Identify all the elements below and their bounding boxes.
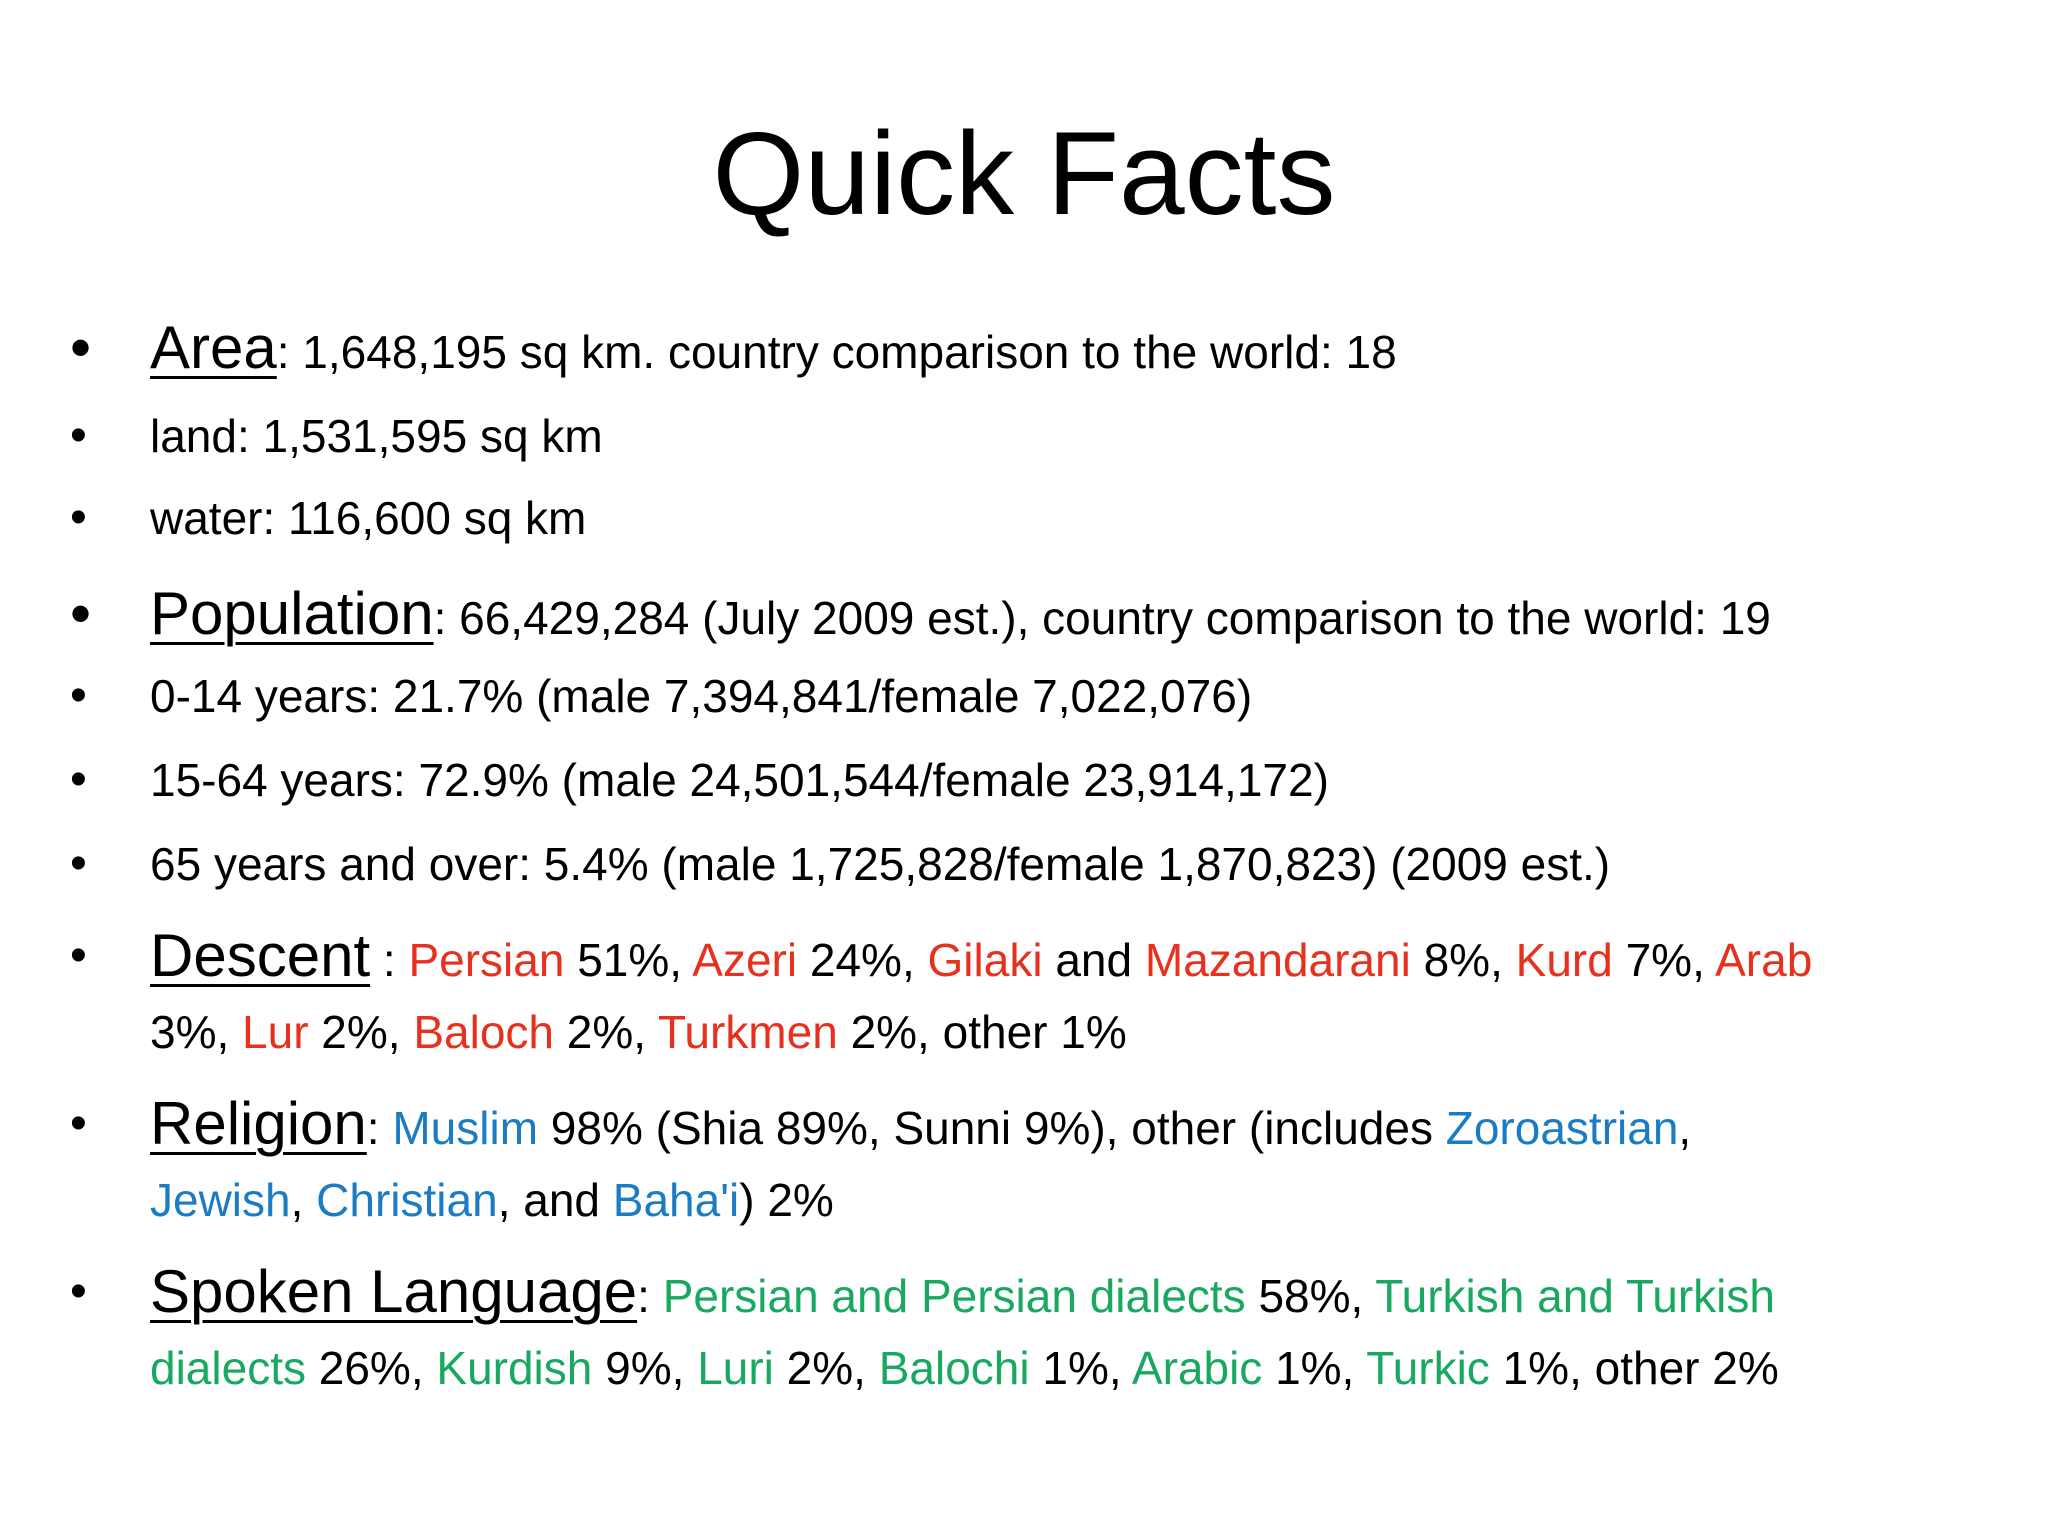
descent-gilaki: Gilaki <box>927 934 1043 986</box>
descent-turkmen-pct: 2%, other 1% <box>837 1006 1127 1058</box>
descent-arab-pct: 3%, <box>150 1006 243 1058</box>
language-sep: : <box>637 1270 663 1322</box>
religion-bahai: Baha'i <box>612 1174 740 1226</box>
religion-heading: Religion <box>150 1090 367 1157</box>
age-65-item <box>70 834 2000 894</box>
area-heading: Area <box>150 314 277 381</box>
population-heading: Population <box>150 580 434 647</box>
descent-and: and <box>1042 934 1145 986</box>
religion-zoroastrian: Zoroastrian <box>1445 1102 1679 1154</box>
bullet-icon: • <box>70 491 87 544</box>
descent-persian-pct: 51%, <box>564 934 693 986</box>
descent-persian: Persian <box>408 934 565 986</box>
language-item <box>70 1256 2000 1404</box>
descent-arab: Arab <box>1715 934 1813 986</box>
land-text: land: 1,531,595 sq km <box>150 410 603 462</box>
language-kurdish-pct: 9%, <box>592 1342 698 1394</box>
descent-kurd-pct: 7%, <box>1612 934 1716 986</box>
language-luri: Luri <box>697 1342 774 1394</box>
religion-christian: Christian <box>316 1174 498 1226</box>
age-0-14-text: 0-14 years: 21.7% (male 7,394,841/female 7,022,076) <box>150 670 1253 722</box>
population-text: : 66,429,284 (July 2009 est.), country comparison to the world: 19 <box>433 592 1771 644</box>
language-persian: Persian and Persian dialects <box>662 1270 1246 1322</box>
water-item <box>70 488 2000 548</box>
area-item <box>70 312 2000 388</box>
slide-title: Quick Facts <box>712 108 1336 240</box>
religion-and: , and <box>497 1174 613 1226</box>
bullet-icon: • <box>70 929 87 982</box>
population-item <box>70 578 2000 654</box>
area-text: : 1,648,195 sq km. country comparison to the world: 18 <box>276 326 1397 378</box>
bullet-icon: • <box>70 1265 87 1318</box>
descent-gm-pct: 8%, <box>1410 934 1516 986</box>
age-0-14-item <box>70 666 2000 726</box>
bullet-icon: • <box>70 669 87 722</box>
age-65-text: 65 years and over: 5.4% (male 1,725,828/female 1,870,823) (2009 est.) <box>150 838 1611 890</box>
descent-mazandarani: Mazandarani <box>1144 934 1411 986</box>
bullet-icon: • <box>70 753 87 806</box>
land-item <box>70 406 2000 466</box>
descent-baloch: Baloch <box>413 1006 555 1058</box>
language-turkish-pct: 26%, <box>305 1342 437 1394</box>
bullet-icon: • <box>70 837 87 890</box>
descent-heading: Descent <box>150 922 371 989</box>
water-text: water: 116,600 sq km <box>150 492 587 544</box>
language-kurdish: Kurdish <box>436 1342 593 1394</box>
religion-comma1: , <box>1678 1102 1692 1154</box>
descent-azeri-pct: 24%, <box>797 934 928 986</box>
language-turkish: Turkish and Turkish <box>1375 1270 1775 1322</box>
bullet-icon: • <box>70 1097 87 1150</box>
descent-lur-pct: 2%, <box>308 1006 414 1058</box>
language-luri-pct: 2%, <box>773 1342 879 1394</box>
age-15-64-text: 15-64 years: 72.9% (male 24,501,544/female 23,914,172) <box>150 754 1329 806</box>
bullet-icon: • <box>70 314 92 381</box>
language-heading: Spoken Language <box>150 1258 638 1325</box>
religion-muslim: Muslim <box>392 1102 539 1154</box>
language-turkic-pct: 1%, other 2% <box>1489 1342 1779 1394</box>
language-turkish-dialects: dialects <box>150 1342 306 1394</box>
language-turkic: Turkic <box>1366 1342 1490 1394</box>
language-arabic-pct: 1%, <box>1262 1342 1367 1394</box>
descent-item <box>70 920 2000 1068</box>
religion-comma2: , <box>290 1174 317 1226</box>
descent-lur: Lur <box>242 1006 309 1058</box>
descent-kurd: Kurd <box>1515 934 1613 986</box>
bullet-icon: • <box>70 580 92 647</box>
language-arabic: Arabic <box>1131 1342 1263 1394</box>
descent-baloch-pct: 2%, <box>554 1006 659 1058</box>
religion-jewish: Jewish <box>150 1174 291 1226</box>
descent-sep: : <box>370 934 409 986</box>
bullet-icon: • <box>70 409 87 462</box>
language-balochi: Balochi <box>878 1342 1030 1394</box>
descent-azeri: Azeri <box>692 934 798 986</box>
language-balochi-pct: 1%, <box>1029 1342 1132 1394</box>
religion-item <box>70 1088 2000 1236</box>
language-persian-pct: 58%, <box>1245 1270 1376 1322</box>
religion-end: ) 2% <box>739 1174 834 1226</box>
religion-sep: : <box>366 1102 393 1154</box>
descent-turkmen: Turkmen <box>658 1006 838 1058</box>
religion-muslim-text: 98% (Shia 89%, Sunni 9%), other (includes <box>538 1102 1446 1154</box>
age-15-64-item <box>70 750 2000 810</box>
